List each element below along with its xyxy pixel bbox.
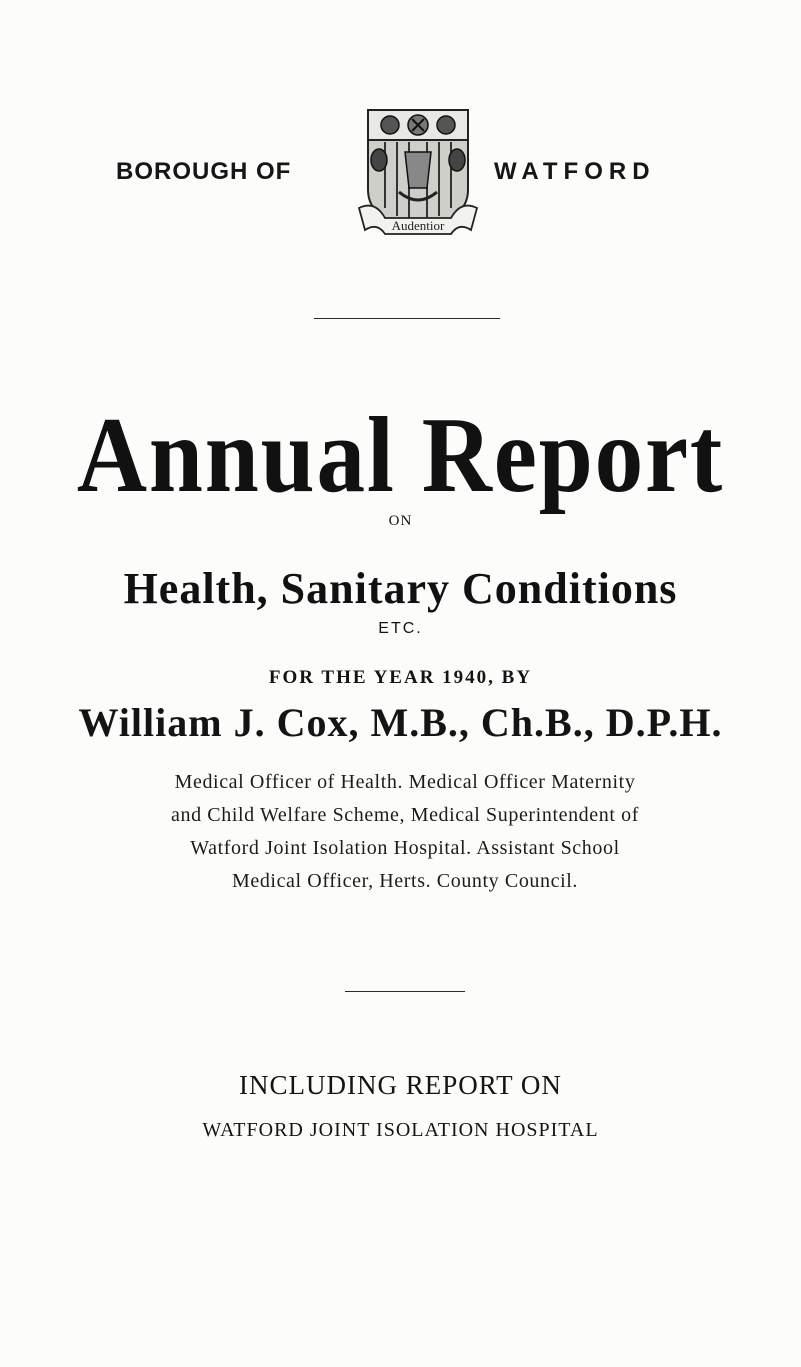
author-name: William J. Cox, M.B., Ch.B., D.P.H. (78, 700, 723, 745)
including-report-on: INCLUDING REPORT ON (239, 1070, 562, 1100)
role-line: Medical Officer, Herts. County Council. (231, 870, 579, 892)
header-borough-of: BOROUGH OF (116, 158, 292, 185)
year-line: FOR THE YEAR 1940, BY (268, 667, 533, 688)
hospital-name: WATFORD JOINT ISOLATION HOSPITAL (202, 1119, 599, 1141)
title-subject: Health, Sanitary Conditions (123, 564, 678, 613)
divider-top (314, 318, 500, 319)
crest-motto: Audentior (391, 218, 445, 233)
divider-bottom (345, 991, 465, 992)
role-line: Medical Officer of Health. Medical Officer Maternity (174, 771, 636, 793)
header-watford: WATFORD (494, 158, 656, 185)
title-etc: ETC. (378, 620, 423, 637)
role-line: Watford Joint Isolation Hospital. Assistant School (190, 837, 620, 859)
role-line: and Child Welfare Scheme, Medical Superintendent of (171, 804, 639, 826)
borough-crest-icon (355, 108, 481, 238)
title-annual-report: Annual Report (76, 396, 725, 515)
author-roles (120, 766, 690, 898)
title-on: ON (388, 513, 413, 529)
